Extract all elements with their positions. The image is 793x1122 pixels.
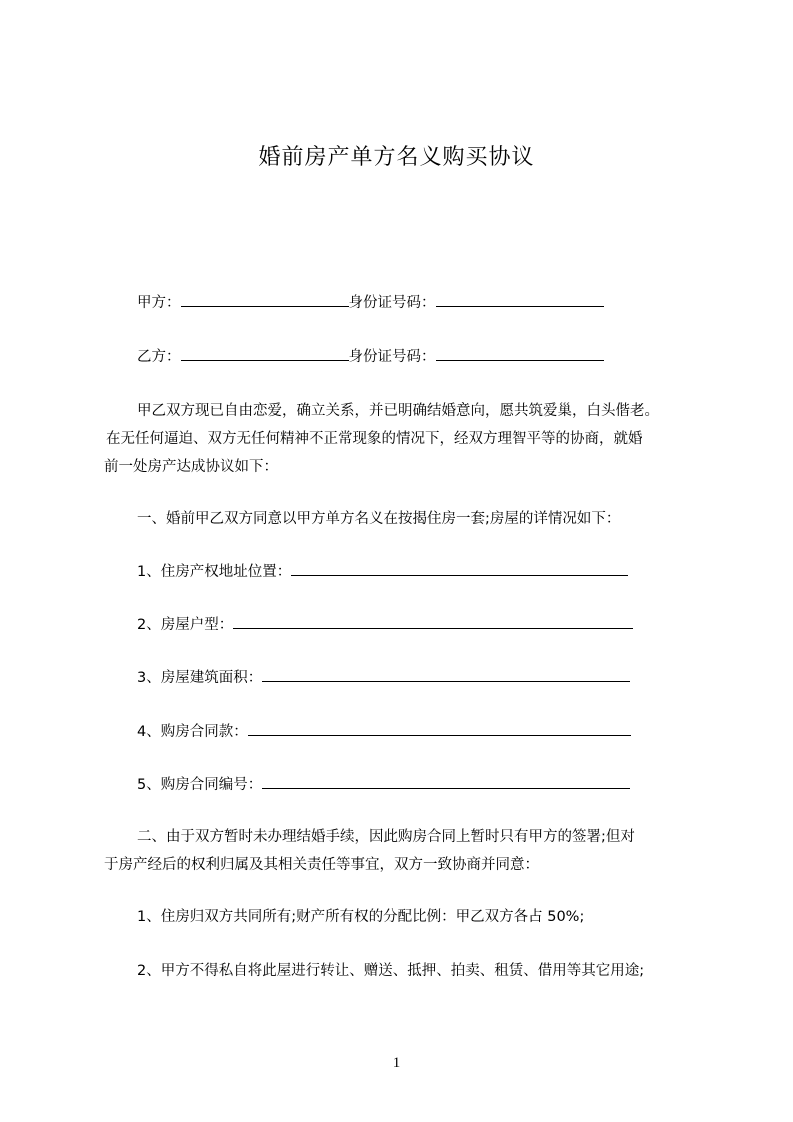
section2-item-2: 2、甲方不得私自将此屋进行转让、赠送、抵押、拍卖、租赁、借用等其它用途;: [137, 963, 645, 979]
party-a-label: 甲方：: [137, 295, 181, 311]
party-b-label: 乙方：: [137, 349, 181, 365]
section2-line-1: 二、由于双方暂时未办理结婚手续，因此购房合同上暂时只有甲方的签署;但对: [137, 829, 635, 845]
party-b-id-blank[interactable]: [436, 347, 604, 361]
page-number: 1: [392, 1055, 401, 1071]
party-b-line: [137, 345, 604, 366]
area-blank[interactable]: [262, 668, 630, 682]
contract-price-blank[interactable]: [248, 722, 631, 736]
section1-heading: 一、婚前甲乙双方同意以甲方单方名义在按揭住房一套;房屋的详情况如下：: [137, 511, 621, 527]
section1-item-4: [137, 720, 631, 741]
party-a-name-blank[interactable]: [181, 293, 349, 307]
item-label: 3、房屋建筑面积：: [137, 670, 263, 686]
party-a-id-label: 身份证号码：: [348, 295, 436, 311]
party-b-id-label: 身份证号码：: [348, 349, 436, 365]
section1-item-5: [137, 773, 630, 794]
item-label: 1、住房产权地址位置：: [137, 564, 292, 580]
intro-line-3: 前一处房产达成协议如下：: [104, 459, 278, 475]
section1-item-3: [137, 666, 630, 687]
party-a-line: [137, 291, 604, 312]
item-label: 2、房屋户型：: [137, 617, 234, 633]
address-blank[interactable]: [291, 562, 628, 576]
section2-line-2: 于房产经后的权利归属及其相关责任等事宜，双方一致协商并同意：: [104, 857, 539, 873]
contract-number-blank[interactable]: [262, 775, 630, 789]
item-label: 4、购房合同款：: [137, 724, 248, 740]
document-title: 婚前房产单方名义购买协议: [258, 145, 535, 170]
item-label: 5、购房合同编号：: [137, 777, 263, 793]
section1-item-2: [137, 613, 633, 634]
party-a-id-blank[interactable]: [436, 293, 604, 307]
party-b-name-blank[interactable]: [181, 347, 349, 361]
intro-line-1: 甲乙双方现已自由恋爱，确立关系，并已明确结婚意向，愿共筑爱巢，白头偕老。: [137, 403, 659, 419]
intro-line-2: 在无任何逼迫、双方无任何精神不正常现象的情况下，经双方理智平等的协商，就婚: [106, 431, 643, 447]
section2-item-1: 1、住房归双方共同所有;财产所有权的分配比例：甲乙双方各占 50%;: [137, 909, 585, 925]
section1-item-1: [137, 560, 628, 581]
layout-blank[interactable]: [233, 615, 633, 629]
